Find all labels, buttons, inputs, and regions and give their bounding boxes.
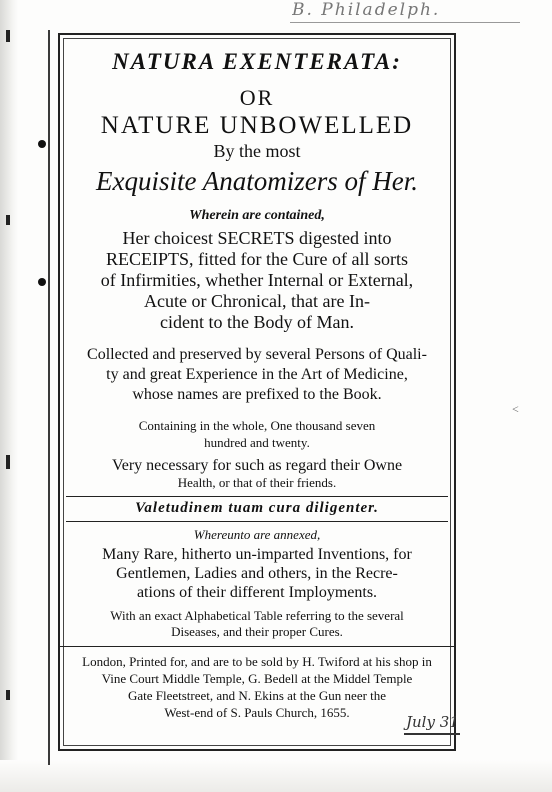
- contents-line: Her choicest SECRETS digested into: [122, 228, 392, 248]
- handwritten-underline: [404, 733, 460, 735]
- table-line: Diseases, and their proper Cures.: [171, 624, 343, 639]
- page-inner-edge: [48, 30, 50, 765]
- table-paragraph: [60, 608, 454, 640]
- imprint-line: Vine Court Middle Temple, G. Bedell at the Middel Temple: [101, 671, 413, 686]
- latin-motto: Valetudinem tuam cura diligenter.: [135, 500, 379, 516]
- page-gutter: [0, 0, 18, 792]
- imprint-line: West-end of S. Pauls Church, 1655.: [164, 705, 350, 720]
- contents-line: of Infirmities, whether Internal or External,: [100, 270, 414, 290]
- inventions-line: Gentlemen, Ladies and others, in the Recre-: [116, 565, 398, 582]
- wherein-heading: Wherein are contained,: [189, 208, 325, 223]
- ink-blot: [38, 140, 46, 148]
- rule-divider: [66, 521, 448, 522]
- subtitle-exquisite: Exquisite Anatomizers of Her.: [96, 166, 418, 196]
- whereunto-heading: Whereunto are annexed,: [193, 527, 321, 542]
- contents-line: Acute or Chronical, that are In-: [144, 291, 370, 311]
- collected-line: Collected and preserved by several Persons of Quali-: [87, 346, 427, 363]
- binding-mark: [6, 690, 10, 700]
- handwritten-underline: [290, 22, 520, 23]
- collected-paragraph: [60, 345, 454, 405]
- containing-paragraph: [60, 417, 454, 451]
- contents-paragraph: [60, 228, 454, 333]
- book-subtitle: NATURE UNBOWELLED: [100, 112, 414, 139]
- necessary-line: Very necessary for such as regard their Owne: [111, 457, 403, 474]
- necessary-paragraph: [60, 457, 454, 491]
- contents-line: RECEIPTS, fitted for the Cure of all sorts: [106, 249, 408, 269]
- ink-blot: [38, 278, 46, 286]
- title-or: OR: [239, 85, 275, 110]
- margin-mark: <: [512, 402, 519, 416]
- rule-divider: [66, 496, 448, 497]
- book-title: NATURA EXENTERATA:: [112, 49, 402, 74]
- collected-line: ty and great Experience in the Art of Medicine,: [106, 366, 408, 383]
- title-page-text: [60, 36, 454, 721]
- collected-line: whose names are prefixed to the Book.: [132, 386, 382, 403]
- table-line: With an exact Alphabetical Table referring to the several: [110, 608, 404, 623]
- rule-divider: [60, 646, 454, 647]
- inventions-paragraph: [60, 545, 454, 602]
- binding-mark: [6, 215, 10, 225]
- binding-mark: [6, 455, 10, 469]
- health-line: Health, or that of their friends.: [177, 475, 337, 490]
- binding-mark: [6, 30, 10, 42]
- inventions-line: Many Rare, hitherto un-imparted Inventions, for: [102, 546, 412, 563]
- imprint-line: London, Printed for, and are to be sold by H. Twiford at his shop in: [82, 654, 432, 669]
- subtitle-connector: By the most: [213, 141, 301, 161]
- handwritten-ownership-note: B. Philadelph.: [292, 0, 441, 20]
- contents-line: cident to the Body of Man.: [160, 312, 354, 332]
- handwritten-date: July 31: [406, 713, 459, 731]
- inventions-line: ations of their different Imployments.: [136, 584, 378, 601]
- containing-line: Containing in the whole, One thousand seven: [138, 418, 376, 433]
- imprint: [60, 653, 454, 721]
- imprint-line: Gate Fleetstreet, and N. Ekins at the Gun neer the: [127, 688, 387, 703]
- containing-line: hundred and twenty.: [204, 435, 310, 450]
- page-bottom-shadow: [0, 760, 552, 792]
